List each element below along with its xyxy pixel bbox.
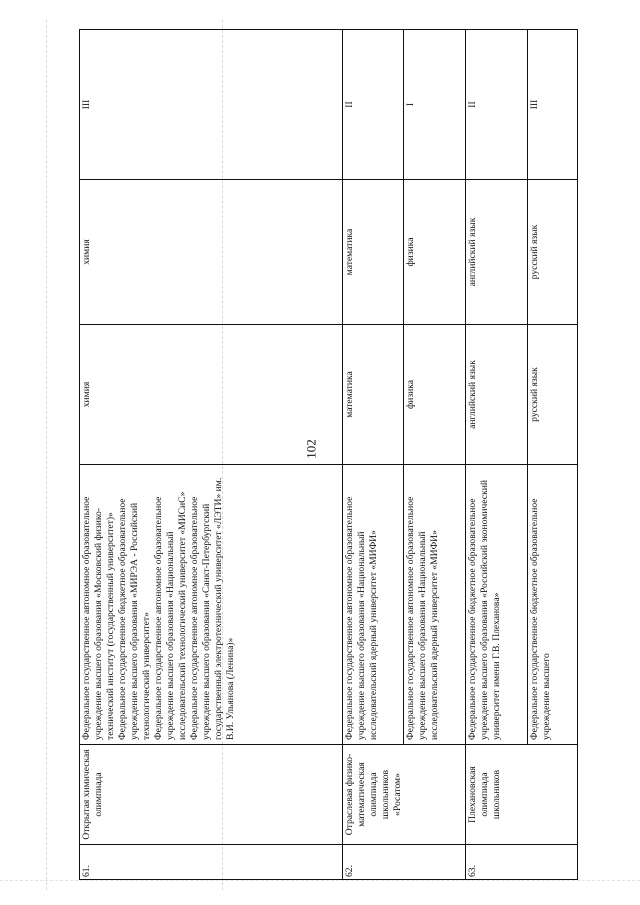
table-row [343, 30, 404, 880]
profile: русский язык [528, 325, 578, 465]
organizer: Федеральное государственное автономное образовательное учреждение высшего образования «Московский физико-технический институт (государственный университет)» [81, 496, 116, 740]
profile: химия [80, 325, 343, 465]
subject: русский язык [528, 180, 578, 325]
subject: химия [80, 180, 343, 325]
level: III [80, 30, 343, 180]
organizer: Федеральное государственное бюджетное образовательное учреждение высшего образования «МИРЭА - Российский технологический университет» [117, 498, 152, 740]
olympiad-name: Открытая химическая олимпиада [80, 745, 343, 845]
organizer: Федеральное государственное автономное образовательное учреждение высшего образования «Национальный исследовательский технологический университет «МИСиС» [153, 491, 188, 740]
organizer: Федеральное государственное автономное образовательное учреждение высшего образования «Санкт-Петербургский государственный электротехнический университет «ЛЭТИ» им. В.И. Ульянова (Ленина)» [189, 477, 236, 740]
organizer: Федеральное государственное автономное образовательное учреждение высшего образования «Национальный исследовательский ядерный университет «МИФИ» [343, 465, 404, 745]
profile: математика [343, 325, 404, 465]
page-number: 102 [303, 439, 319, 459]
level: II [466, 30, 528, 180]
subject: английский язык [466, 180, 528, 325]
olympiad-table [79, 29, 578, 880]
olympiad-name: Плехановская олимпиада школьников [466, 745, 578, 845]
scan-guide [46, 20, 47, 890]
profile: физика [404, 325, 466, 465]
row-number: 61. [80, 845, 343, 880]
organizers-cell [80, 465, 343, 745]
level: III [528, 30, 578, 180]
level: II [343, 30, 404, 180]
subject: математика [343, 180, 404, 325]
organizer: Федеральное государственное бюджетное образовательное учреждение высшего [528, 465, 578, 745]
table-row [80, 30, 343, 880]
organizer: Федеральное государственное автономное образовательное учреждение высшего образования «Национальный исследовательский ядерный университет «МИФИ» [404, 465, 466, 745]
profile: английский язык [466, 325, 528, 465]
scan-guide [0, 880, 640, 881]
level: I [404, 30, 466, 180]
subject: физика [404, 180, 466, 325]
table-row [466, 30, 528, 880]
row-number: 63. [466, 845, 578, 880]
row-number: 62. [343, 845, 466, 880]
olympiad-table-sheet [79, 30, 577, 880]
organizer: Федеральное государственное бюджетное образовательное учреждение высшего образования «Российский экономический университет имени Г.В. Плеханова» [466, 465, 528, 745]
olympiad-name: Отраслевая физико-математическая олимпиада школьников «Росатом» [343, 745, 466, 845]
